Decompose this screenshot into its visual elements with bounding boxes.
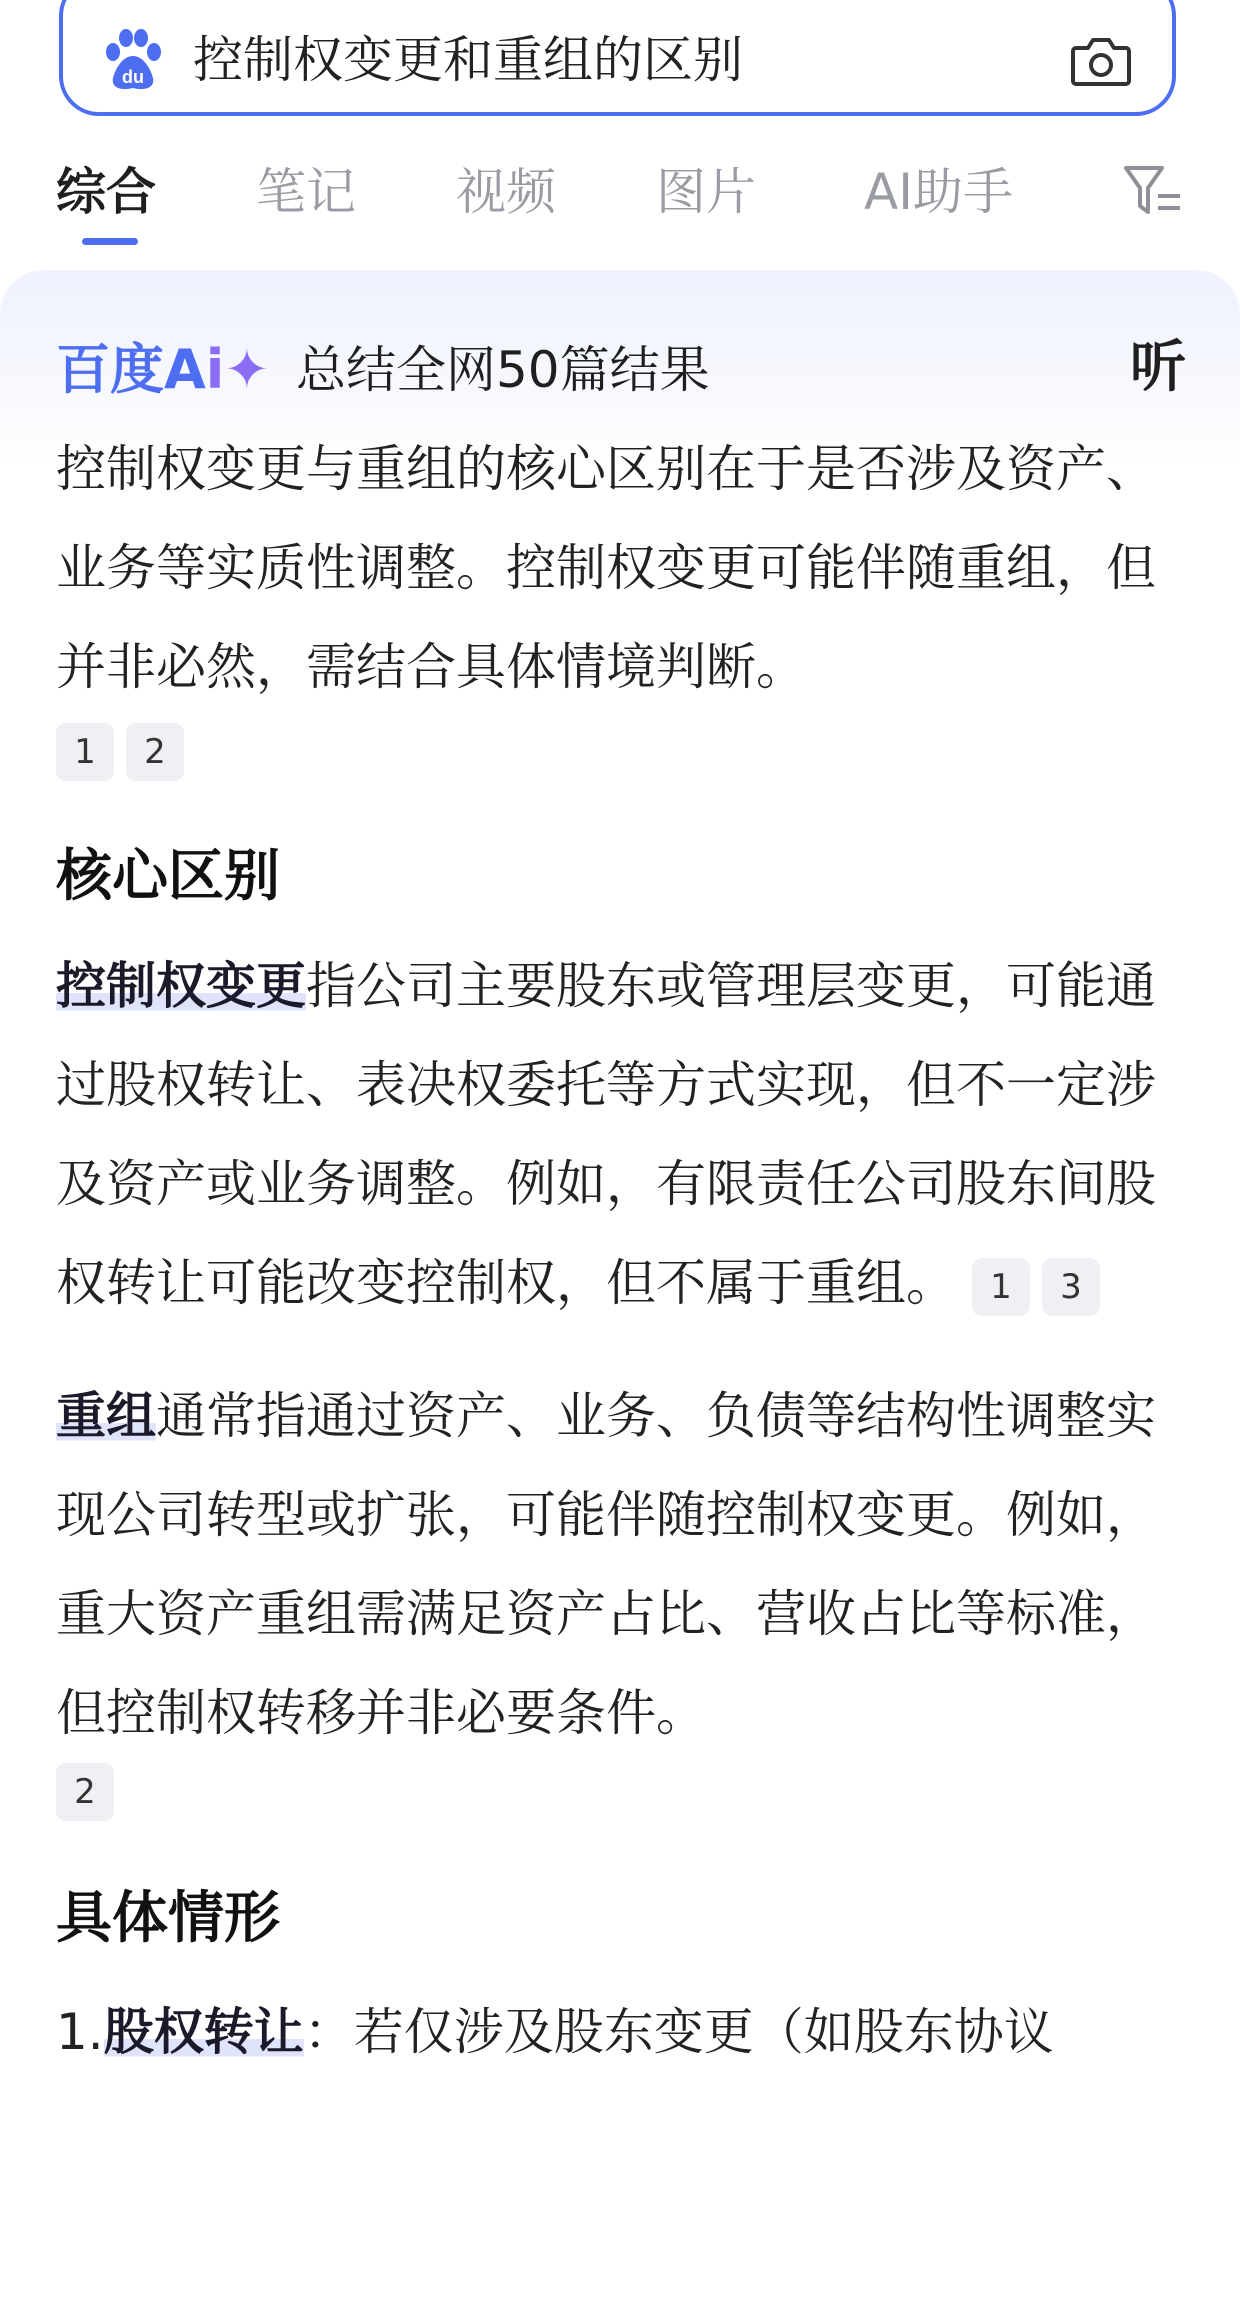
paragraph-control-change [56, 937, 1176, 1333]
intro-text: 控制权变更与重组的核心区别在于是否涉及资产、业务等实质性调整。控制权变更可能伴随重组，但并非必然，需结合具体情境判断。 [56, 440, 1156, 696]
list-item [56, 1983, 1176, 2082]
filter-icon[interactable] [1122, 162, 1184, 220]
tab-images[interactable]: 图片 [656, 163, 756, 221]
ai-header [56, 334, 1186, 404]
list-number: 1. [56, 2003, 104, 2061]
intro-citations [56, 723, 1176, 793]
camera-icon[interactable] [1070, 32, 1132, 88]
svg-text:du: du [122, 67, 144, 87]
term-highlight[interactable]: 控制权变更 [56, 957, 306, 1015]
ai-summary-label: 总结全网50篇结果 [296, 341, 710, 399]
paragraph-text: 指公司主要股东或管理层变更，可能通过股权转让、表决权委托等方式实现，但不一定涉及资产或业务调整。例如，有限责任公司股东间股权转让可能改变控制权，但不属于重组。 [56, 957, 1156, 1312]
listen-button[interactable]: 听 [1130, 335, 1186, 400]
citation-badge[interactable]: 2 [56, 1763, 114, 1821]
ai-answer-content [56, 420, 1176, 2082]
citation-badge[interactable]: 2 [126, 723, 184, 781]
tab-comprehensive[interactable]: 综合 [56, 163, 156, 221]
section-heading: 核心区别 [56, 844, 280, 909]
section-heading: 具体情形 [56, 1886, 280, 1951]
term-highlight[interactable]: 股权转让 [103, 2003, 304, 2061]
paw-icon [103, 28, 163, 92]
citation-badge[interactable]: 1 [56, 723, 114, 781]
paragraph-restructuring [56, 1367, 1176, 1763]
list-item-text: ：若仅涉及股东变更（如股东协议 [303, 2003, 1054, 2061]
tab-notes[interactable]: 笔记 [256, 163, 356, 221]
tab-videos[interactable]: 视频 [456, 163, 556, 221]
search-input[interactable]: 控制权变更和重组的区别 [193, 31, 743, 89]
tab-ai-assistant[interactable]: AI助手 [864, 163, 1013, 221]
search-box[interactable] [59, 0, 1176, 116]
intro-paragraph [56, 420, 1176, 717]
baidu-ai-logo: 百度Ai✦ [56, 338, 270, 401]
ai-answer-card [0, 270, 1240, 2310]
term-highlight[interactable]: 重组 [56, 1387, 156, 1445]
paragraph-text: 通常指通过资产、业务、负债等结构性调整实现公司转型或扩张，可能伴随控制权变更。例如，重大资产重组需满足资产占比、营收占比等标准，但控制权转移并非必要条件。 [56, 1387, 1156, 1742]
tab-bar [56, 148, 1186, 248]
active-tab-indicator [82, 238, 138, 245]
p2-citations [56, 1763, 1176, 1843]
citation-badge[interactable]: 1 [972, 1258, 1030, 1316]
citation-badge[interactable]: 3 [1042, 1258, 1100, 1316]
